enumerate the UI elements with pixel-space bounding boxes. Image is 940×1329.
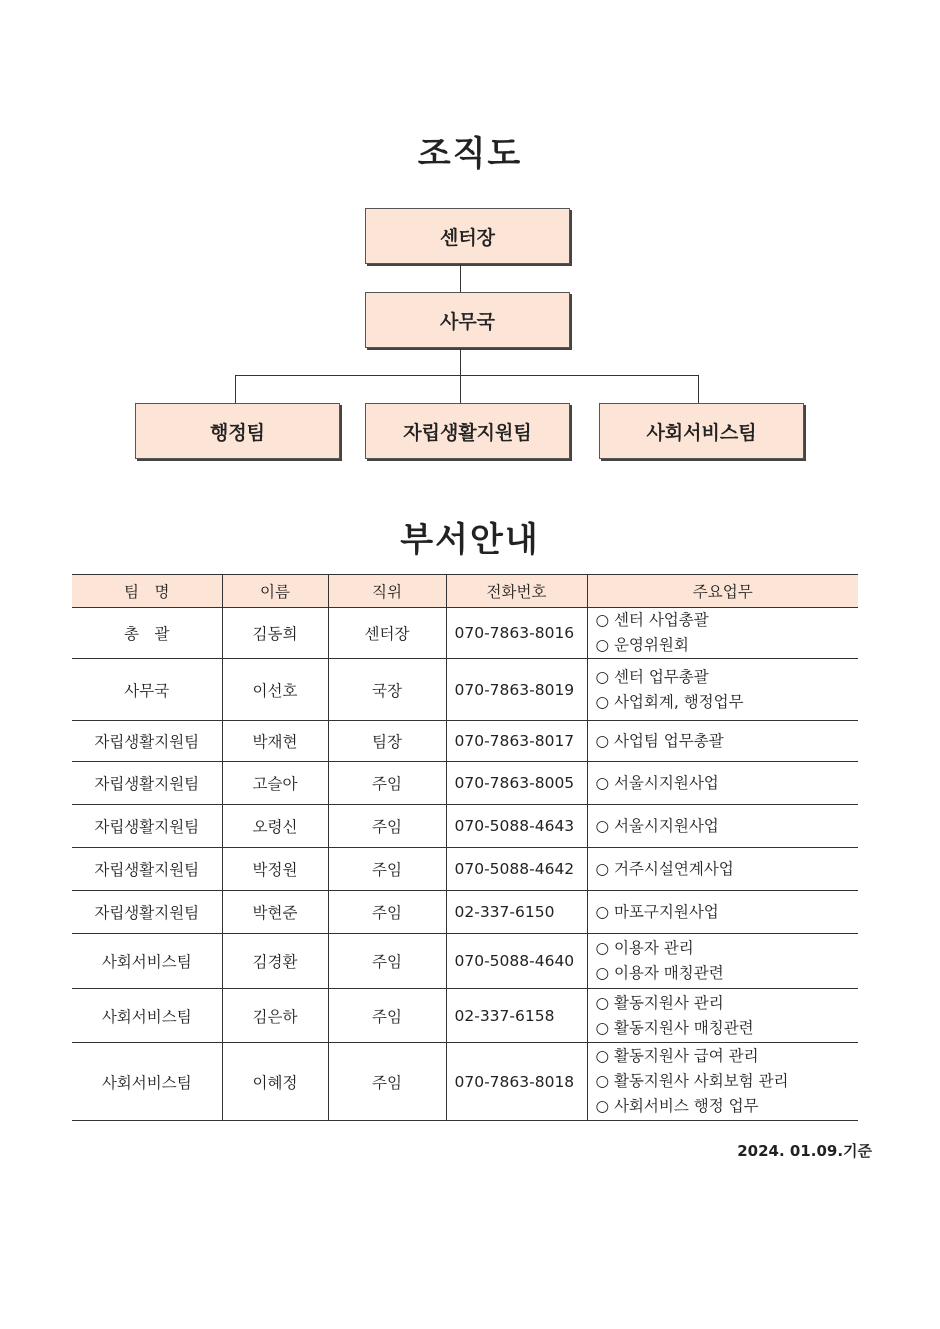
duties-cell — [587, 1043, 858, 1121]
table-header-row — [72, 575, 858, 608]
position-cell: 주임 — [328, 891, 446, 934]
duties-cell — [587, 762, 858, 805]
name-cell: 김동희 — [222, 608, 328, 659]
team-cell: 자립생활지원팀 — [72, 805, 222, 848]
org-connector — [460, 264, 461, 292]
org-box-independent-living-team: 자립생활지원팀 — [365, 403, 570, 459]
department-table — [72, 574, 858, 1121]
team-cell: 총 괄 — [72, 608, 222, 659]
duty-item: ○ 서울시지원사업 — [595, 773, 719, 792]
org-box-admin-team: 행정팀 — [135, 403, 340, 459]
org-connector — [698, 375, 699, 403]
org-box-social-service-team: 사회서비스팀 — [599, 403, 804, 459]
position-cell: 주임 — [328, 848, 446, 891]
name-cell: 김경환 — [222, 934, 328, 989]
duty-item: ○ 활동지원사 매칭관련 — [595, 1018, 754, 1037]
phone-cell: 070-5088-4643 — [446, 805, 587, 848]
phone-cell: 02-337-6158 — [446, 989, 587, 1043]
duties-cell — [587, 608, 858, 659]
position-cell: 주임 — [328, 934, 446, 989]
team-cell: 자립생활지원팀 — [72, 848, 222, 891]
phone-cell: 02-337-6150 — [446, 891, 587, 934]
duty-item: ○ 센터 업무총괄 — [595, 667, 709, 686]
team-cell: 사회서비스팀 — [72, 1043, 222, 1121]
duty-item: ○ 거주시설연계사업 — [595, 859, 734, 878]
position-cell: 주임 — [328, 989, 446, 1043]
duties-cell — [587, 891, 858, 934]
duty-item: ○ 사회서비스 행정 업무 — [595, 1097, 759, 1115]
team-cell: 자립생활지원팀 — [72, 721, 222, 762]
team-cell: 자립생활지원팀 — [72, 891, 222, 934]
table-row — [72, 848, 858, 891]
duty-item: ○ 이용자 관리 — [595, 939, 694, 957]
duties-cell — [587, 659, 858, 721]
duty-item: ○ 활동지원사 급여 관리 — [595, 1047, 759, 1065]
name-cell: 박정원 — [222, 848, 328, 891]
org-connector — [235, 375, 236, 403]
duties-cell — [587, 721, 858, 762]
duties-cell — [587, 848, 858, 891]
name-cell: 이선호 — [222, 659, 328, 721]
position-cell: 센터장 — [328, 608, 446, 659]
name-cell: 박재현 — [222, 721, 328, 762]
table-row — [72, 989, 858, 1043]
duty-item: ○ 이용자 매칭관련 — [595, 964, 724, 982]
table-row — [72, 934, 858, 989]
position-cell: 주임 — [328, 1043, 446, 1121]
team-cell: 자립생활지원팀 — [72, 762, 222, 805]
phone-cell: 070-7863-8017 — [446, 721, 587, 762]
table-row — [72, 721, 858, 762]
phone-cell: 070-7863-8005 — [446, 762, 587, 805]
org-chart-title: 조직도 — [417, 134, 523, 174]
table-body — [72, 608, 858, 1121]
footnote-date: 2024. 01.09.기준 — [737, 1142, 872, 1160]
position-cell: 국장 — [328, 659, 446, 721]
header-team: 팀 명 — [72, 575, 222, 608]
duties-cell — [587, 989, 858, 1043]
org-connector — [235, 375, 699, 376]
header-duties: 주요업무 — [587, 575, 858, 608]
table-row — [72, 762, 858, 805]
phone-cell: 070-5088-4640 — [446, 934, 587, 989]
position-cell: 주임 — [328, 762, 446, 805]
table-row — [72, 805, 858, 848]
team-cell: 사회서비스팀 — [72, 989, 222, 1043]
name-cell: 고슬아 — [222, 762, 328, 805]
duty-item: ○ 활동지원사 관리 — [595, 993, 724, 1012]
team-cell: 사무국 — [72, 659, 222, 721]
name-cell: 이혜정 — [222, 1043, 328, 1121]
team-cell: 사회서비스팀 — [72, 934, 222, 989]
table-row — [72, 891, 858, 934]
name-cell: 김은하 — [222, 989, 328, 1043]
duty-item: ○ 운영위원회 — [595, 636, 689, 654]
header-name: 이름 — [222, 575, 328, 608]
org-box-secretariat: 사무국 — [365, 292, 570, 348]
duties-cell — [587, 805, 858, 848]
duty-item: ○ 사업회계, 행정업무 — [595, 692, 744, 711]
header-position: 직위 — [328, 575, 446, 608]
duties-cell — [587, 934, 858, 989]
phone-cell: 070-7863-8018 — [446, 1043, 587, 1121]
department-title: 부서안내 — [400, 520, 540, 560]
position-cell: 팀장 — [328, 721, 446, 762]
name-cell: 오령신 — [222, 805, 328, 848]
table-row — [72, 608, 858, 659]
org-box-director: 센터장 — [365, 208, 570, 264]
header-phone: 전화번호 — [446, 575, 587, 608]
duty-item: ○ 활동지원사 사회보험 관리 — [595, 1072, 789, 1090]
duty-item: ○ 사업팀 업무총괄 — [595, 731, 724, 750]
duty-item: ○ 마포구지원사업 — [595, 902, 719, 921]
phone-cell: 070-5088-4642 — [446, 848, 587, 891]
table-row — [72, 1043, 858, 1121]
table-row — [72, 659, 858, 721]
duty-item: ○ 센터 사업총괄 — [595, 611, 709, 629]
position-cell: 주임 — [328, 805, 446, 848]
phone-cell: 070-7863-8019 — [446, 659, 587, 721]
name-cell: 박현준 — [222, 891, 328, 934]
phone-cell: 070-7863-8016 — [446, 608, 587, 659]
duty-item: ○ 서울시지원사업 — [595, 816, 719, 835]
